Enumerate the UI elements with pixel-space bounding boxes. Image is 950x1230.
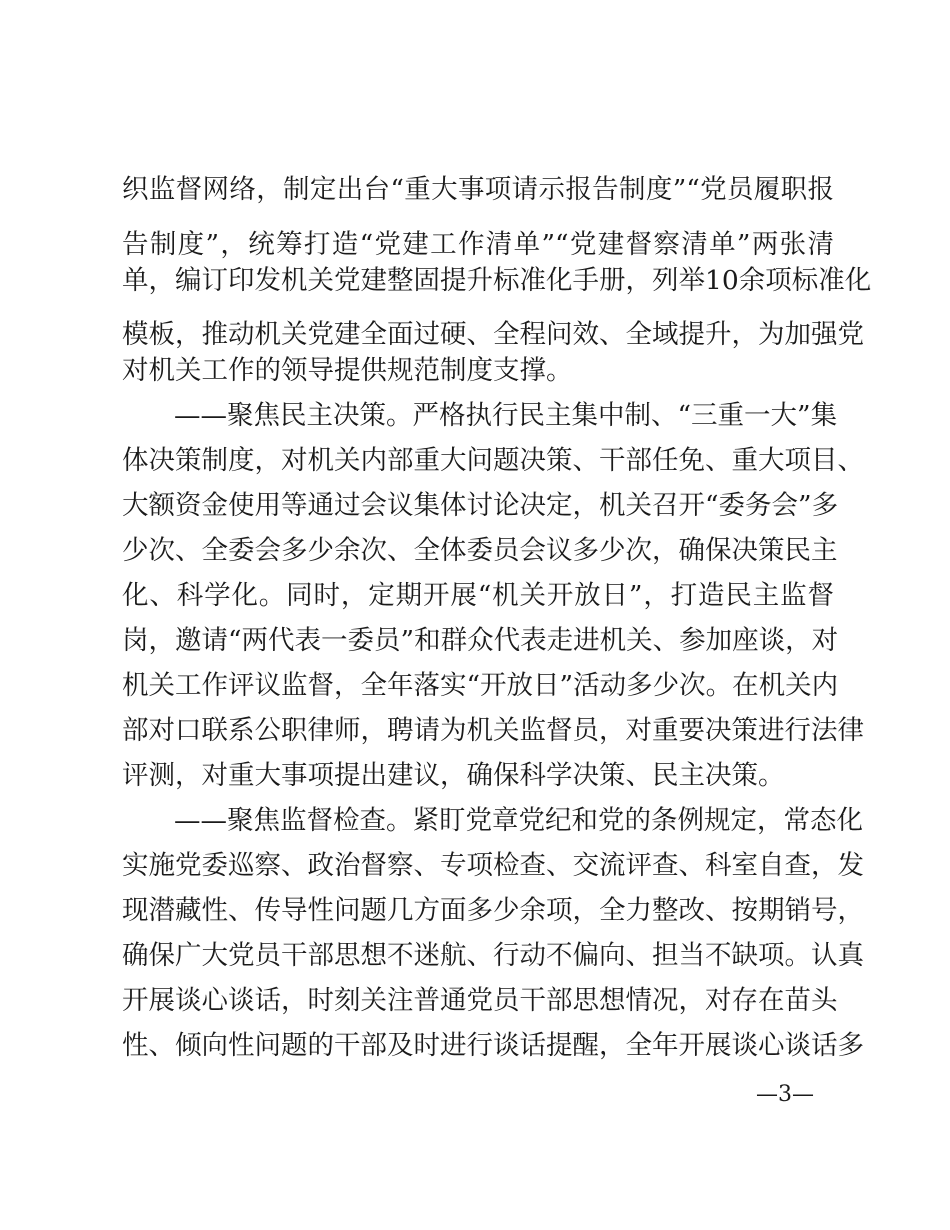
text-line: 开展谈心谈话，时刻关注普通党员干部思想情况，对存在苗头 bbox=[122, 985, 838, 1016]
text-line: 评测，对重大事项提出建议，确保科学决策、民主决策。 bbox=[122, 760, 785, 791]
text-line: 少次、全委会多少余次、全体委员会议多少次，确保决策民主 bbox=[122, 535, 838, 566]
page-number: —3— bbox=[756, 1082, 814, 1107]
text-line: 化、科学化。同时，定期开展“机关开放日”，打造民主监督 bbox=[122, 580, 834, 611]
text-line: 模板，推动机关党建全面过硬、全程问效、全域提升，为加强党 bbox=[122, 319, 864, 350]
text-line: 织监督网络，制定出台“重大事项请示报告制度”“党员履职报 bbox=[122, 174, 834, 205]
text-line: 体决策制度，对机关内部重大问题决策、干部任免、重大项目、 bbox=[122, 445, 864, 476]
text-line: 告制度”，统筹打造“党建工作清单”“党建督察清单”两张清 bbox=[122, 229, 834, 260]
text-line: ——聚焦民主决策。严格执行民主集中制、“三重一大”集 bbox=[174, 400, 838, 431]
text-line: 机关工作评议监督，全年落实“开放日”活动多少次。在机关内 bbox=[122, 670, 839, 701]
text-line: 性、倾向性问题的干部及时进行谈话提醒，全年开展谈心谈话多 bbox=[122, 1030, 864, 1061]
text-line: 现潜藏性、传导性问题几方面多少余项，全力整改、按期销号， bbox=[122, 895, 864, 926]
text-line: ——聚焦监督检查。紧盯党章党纪和党的条例规定，常态化 bbox=[174, 805, 863, 836]
text-line: 部对口联系公职律师，聘请为机关监督员，对重要决策进行法律 bbox=[122, 715, 864, 746]
text-line: 单，编订印发机关党建整固提升标准化手册，列举10余项标准化 bbox=[122, 265, 872, 296]
text-line: 岗，邀请“两代表一委员”和群众代表走进机关、参加座谈，对 bbox=[122, 625, 839, 656]
text-line: 对机关工作的领导提供规范制度支撑。 bbox=[122, 355, 573, 386]
text-line: 实施党委巡察、政治督察、专项检查、交流评查、科室自查，发 bbox=[122, 850, 864, 881]
text-line: 大额资金使用等通过会议集体讨论决定，机关召开“委务会”多 bbox=[122, 490, 839, 521]
text-line: 确保广大党员干部思想不迷航、行动不偏向、担当不缺项。认真 bbox=[122, 940, 864, 971]
